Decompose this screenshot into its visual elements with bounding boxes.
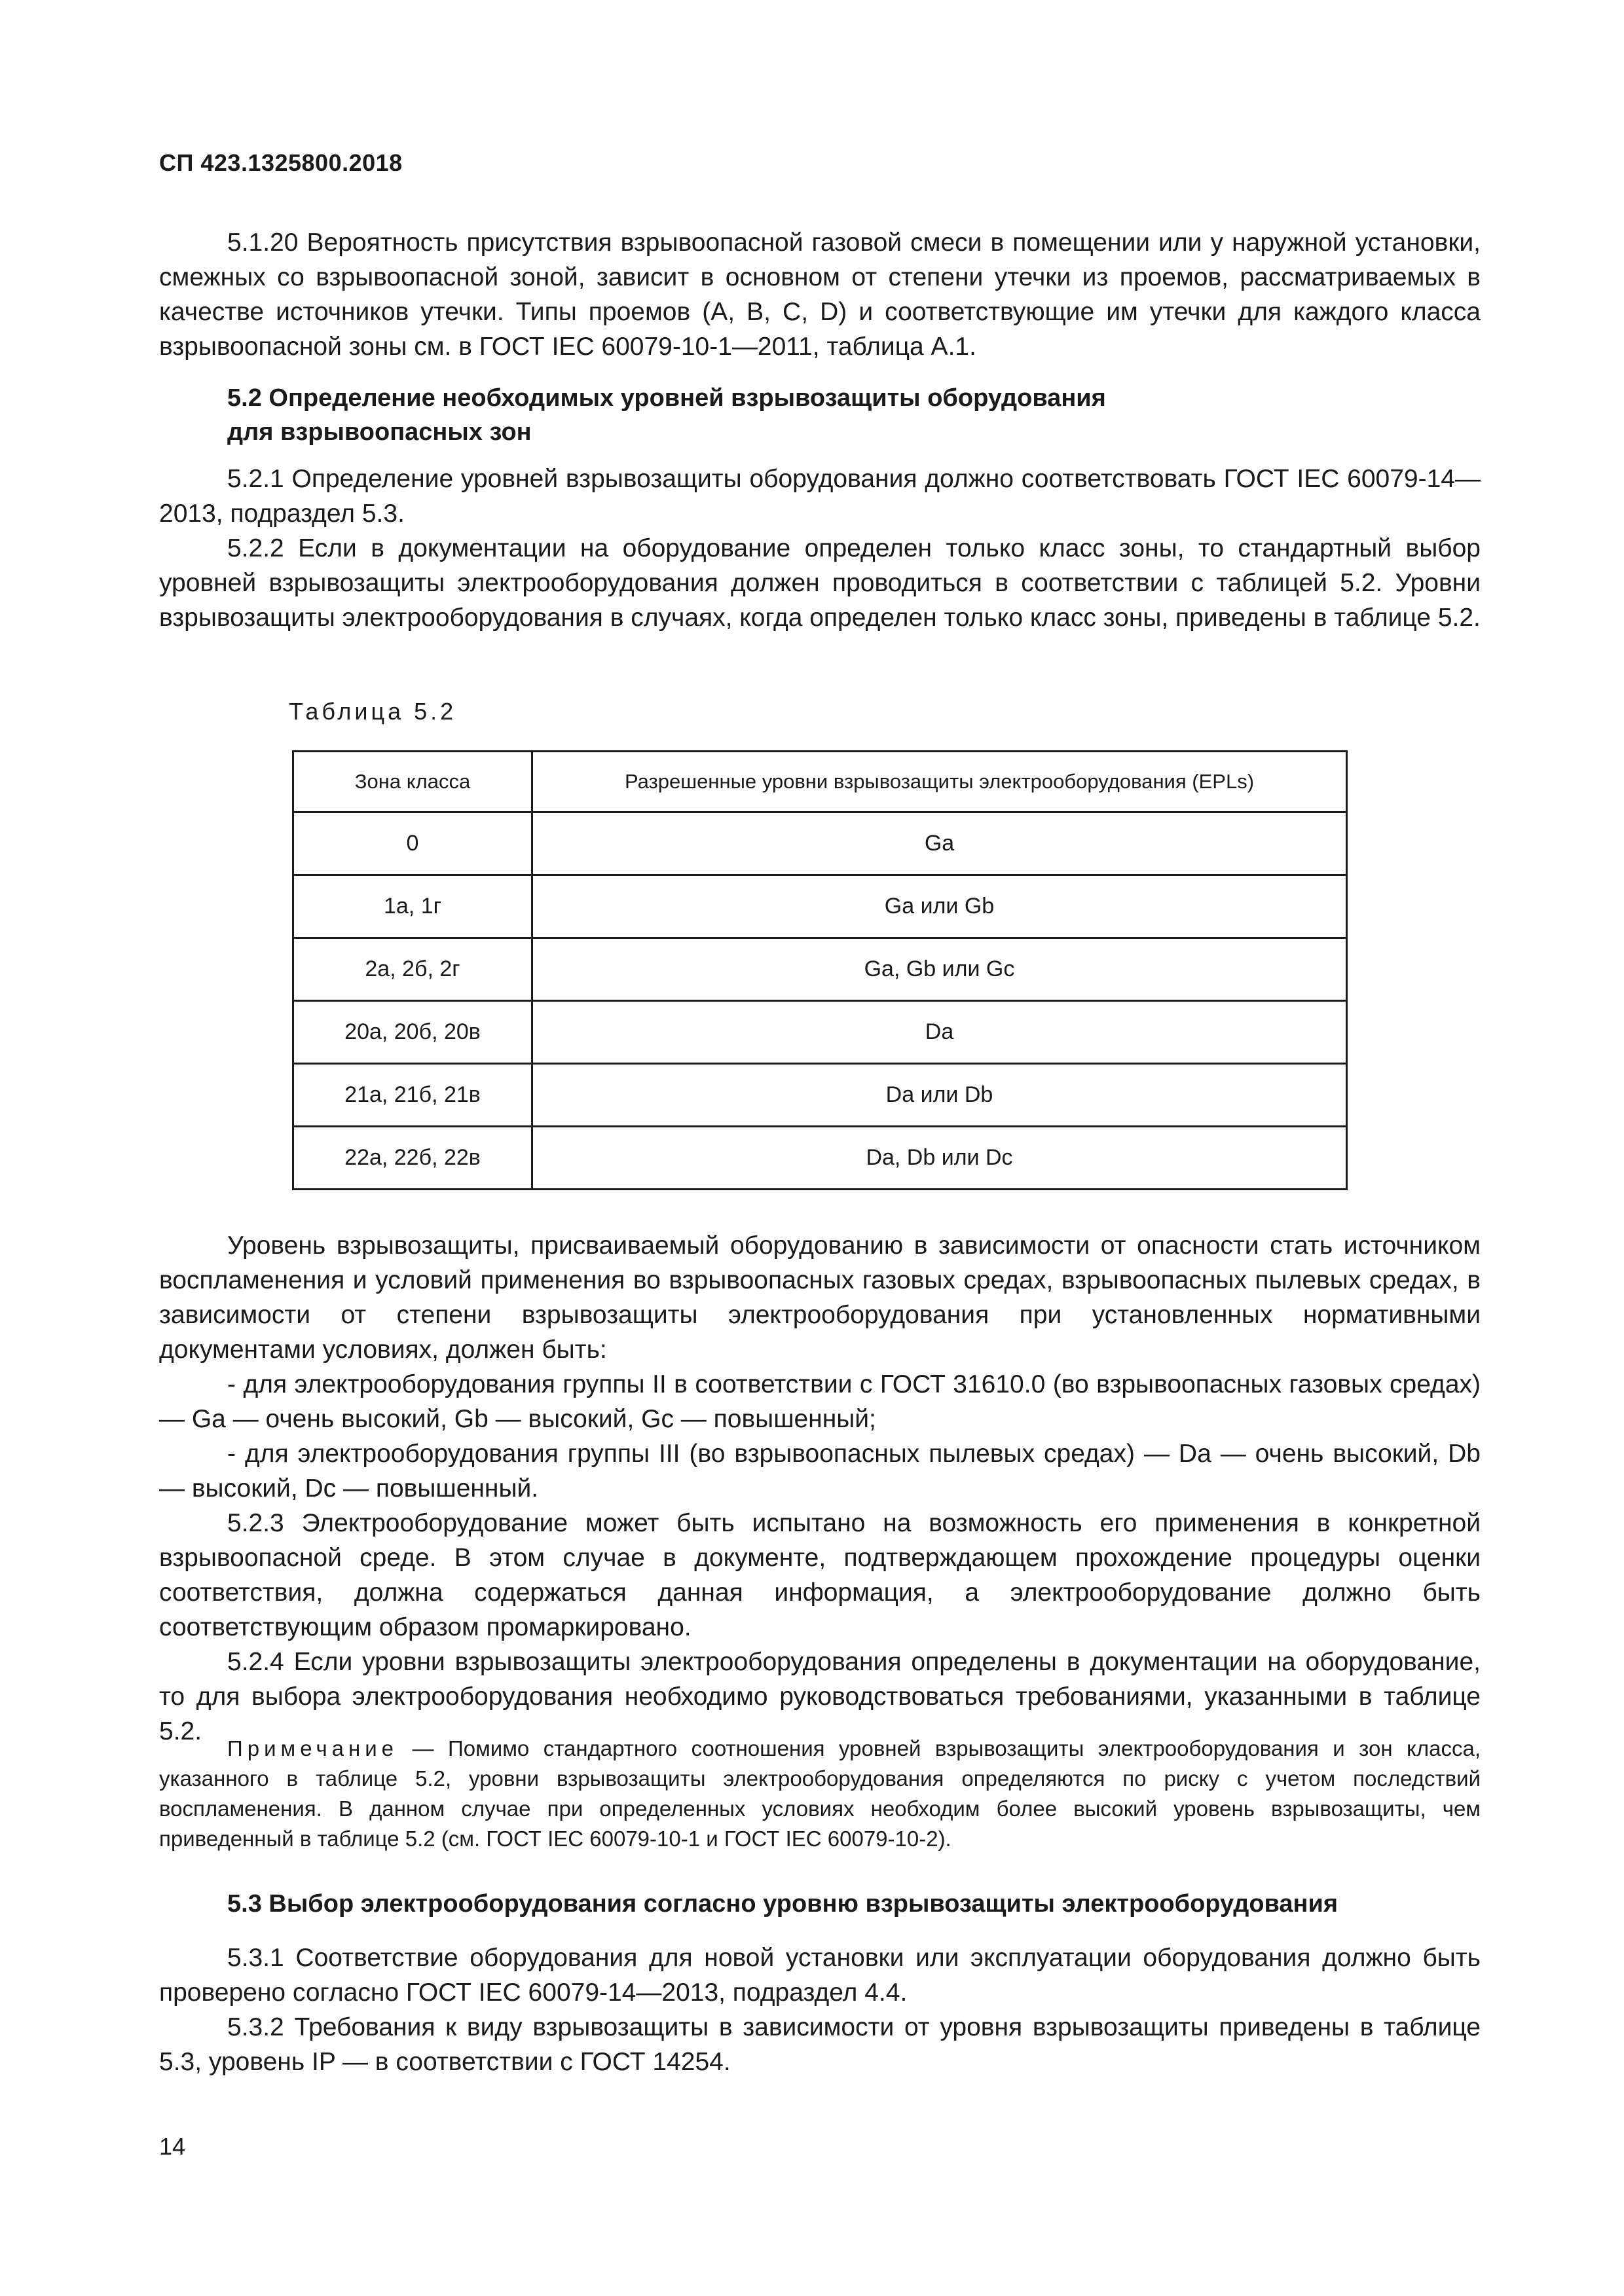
table-cell-epl: Da (532, 1001, 1347, 1064)
paragraph-5-3-2: 5.3.2 Требования к виду взрывозащиты в зависимости от уровня взрывозащиты приведены в таблице 5.3, уровень IP — в соответствии с ГОСТ 14254. (159, 2013, 1481, 2076)
table-row (293, 938, 1347, 1001)
paragraph-5-2-1: 5.2.1 Определение уровней взрывозащиты оборудования должно соответствовать ГОСТ IEC 60079-14—2013, подраздел 5.3. (159, 465, 1481, 528)
table-cell-zone: 2а, 2б, 2г (293, 938, 532, 1001)
table-cell-epl: Ga, Gb или Gc (532, 938, 1347, 1001)
paragraph-group-iii: - для электрооборудования группы III (во взрывоопасных пылевых средах) — Da — очень высокий, Db — высокий, Dc — повышенный. (159, 1440, 1481, 1503)
table-5-2 (292, 750, 1348, 1190)
table-cell-epl: Ga или Gb (532, 875, 1347, 938)
paragraph-5-2-3: 5.2.3 Электрооборудование может быть испытано на возможность его применения в конкретной взрывоопасной среде. В этом случае в документе, подтверждающем прохождение процедуры оценки соответствия, должна содержаться данная информация, а электрооборудование должно быть соответствующим образом промаркировано. (159, 1509, 1481, 1641)
table-header-row (293, 752, 1347, 812)
paragraph-group-ii: - для электрооборудования группы II в соответствии с ГОСТ 31610.0 (во взрывоопасных газовых средах) — Ga — очень высокий, Gb — высокий, Gc — повышенный; (159, 1370, 1481, 1433)
page-number: 14 (159, 2133, 186, 2160)
table-row (293, 875, 1347, 938)
paragraph-epl-definition: Уровень взрывозащиты, присваиваемый оборудованию в зависимости от опасности стать источником воспламенения и условий применения во взрывоопасных газовых средах, взрывоопасных пылевых средах, в зависимости от степени взрывозащиты электрооборудования при установленных нормативными документами условиях, должен быть: (159, 1231, 1481, 1364)
section-5-2-title-line2: для взрывоопасных зон (227, 418, 532, 446)
paragraph-5-2-4: 5.2.4 Если уровни взрывозащиты электрооборудования определены в документации на оборудование, то для выбора электрооборудования необходимо руководствоваться требованиями, указанными в таблице 5.2. (159, 1648, 1481, 1745)
paragraph-5-1-20: 5.1.20 Вероятность присутствия взрывоопасной газовой смеси в помещении или у наружной установки, смежных со взрывоопасной зоной, зависит в основном от степени утечки из проемов, рассматриваемых в качестве источников утечки. Типы проемов (A, B, C, D) и соответствующие им утечки для каждого класса взрывоопасной зоны см. в ГОСТ IEC 60079-10-1—2011, таблица А.1. (159, 228, 1481, 361)
table-header-zone: Зона класса (293, 752, 532, 812)
note-label: Примечание (227, 1736, 399, 1760)
document-code-header: СП 423.1325800.2018 (159, 149, 403, 176)
note-block (159, 1734, 1481, 1854)
note-text: — Помимо стандартного соотношения уровней взрывозащиты электрооборудования и зон класса, указанного в таблице 5.2, уровни взрывозащиты электрооборудования определяются по риску с учетом последствий воспламенения. В данном случае при определенных условиях необходим более высокий уровень взрывозащиты, чем приведенный в таблице 5.2 (см. ГОСТ IEC 60079-10-1 и ГОСТ IEC 60079-10-2). (159, 1736, 1481, 1851)
table-cell-zone: 22а, 22б, 22в (293, 1127, 532, 1190)
section-5-3-heading: 5.3 Выбор электрооборудования согласно уровню взрывозащиты электрооборудования (227, 1890, 1338, 1918)
table-header-epls: Разрешенные уровни взрывозащиты электрооборудования (EPLs) (532, 752, 1347, 812)
paragraph-5-3-1: 5.3.1 Соответствие оборудования для новой установки или эксплуатации оборудования должно быть проверено согласно ГОСТ IEC 60079-14—2013, подраздел 4.4. (159, 1944, 1481, 2007)
paragraph-5-2-2: 5.2.2 Если в документации на оборудование определен только класс зоны, то стандартный выбор уровней взрывозащиты электрооборудования должен проводиться в соответствии с таблицей 5.2. Уровни взрывозащиты электрооборудования в случаях, когда определен только класс зоны, приведены в таблице 5.2. (159, 534, 1481, 632)
table-cell-zone: 20а, 20б, 20в (293, 1001, 532, 1064)
table-row (293, 812, 1347, 875)
table-row (293, 1127, 1347, 1190)
table-row (293, 1064, 1347, 1127)
section-5-2-heading (227, 381, 1471, 449)
table-cell-epl: Ga (532, 812, 1347, 875)
table-cell-zone: 0 (293, 812, 532, 875)
table-row (293, 1001, 1347, 1064)
table-cell-zone: 1а, 1г (293, 875, 532, 938)
table-cell-epl: Da, Db или Dc (532, 1127, 1347, 1190)
table-5-2-caption: Таблица 5.2 (289, 698, 457, 725)
section-5-2-title-line1: 5.2 Определение необходимых уровней взрывозащиты оборудования (227, 384, 1106, 412)
table-cell-zone: 21а, 21б, 21в (293, 1064, 532, 1127)
table-cell-epl: Da или Db (532, 1064, 1347, 1127)
